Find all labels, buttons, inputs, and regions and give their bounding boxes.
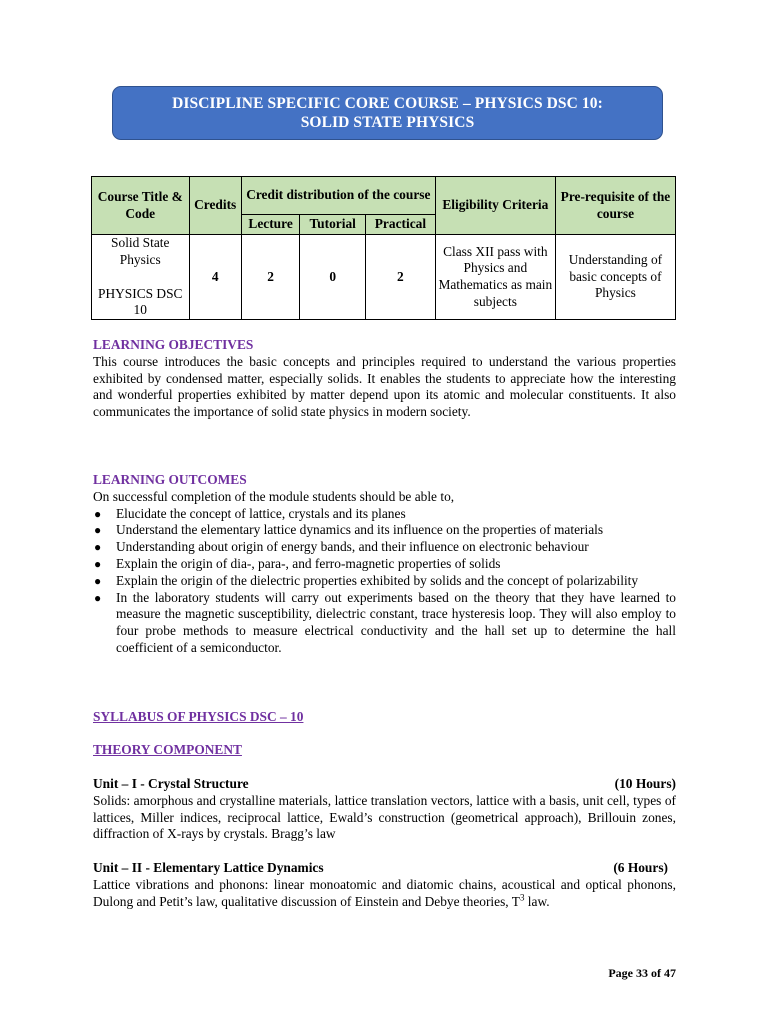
table-header-row <box>92 177 676 215</box>
header-practical: Practical <box>366 215 436 235</box>
page-number: Page 33 of 47 <box>608 966 676 980</box>
list-item: ● Explain the origin of the dielectric properties exhibited by solids and the concept of polarizability <box>94 572 639 588</box>
unit-2 <box>93 860 676 910</box>
list-item: ● Explain the origin of dia-, para-, and ferro-magnetic properties of solids <box>94 555 501 571</box>
header-prerequisite: Pre-requisite of the course <box>555 177 675 235</box>
unit-2-header <box>93 860 676 877</box>
unit-1-hours: (10 Hours) <box>614 776 676 791</box>
unit-1-title: Unit – I - Crystal Structure <box>93 776 249 791</box>
syllabus-heading: SYLLABUS OF PHYSICS DSC – 10 <box>93 709 304 724</box>
unit-1-text: Solids: amorphous and crystalline materials, lattice translation vectors, lattice with a basis, unit cell, types of lattices, Miller indices, reciprocal lattice, Ewald’s construction (geometrical approach), Brillouin zones, diffraction of X-rays by crystals. Bragg’s law <box>93 792 676 842</box>
cell-credits: 4 <box>189 235 241 320</box>
header-course-title: Course Title & Code <box>92 177 190 235</box>
course-code: PHYSICS DSC 10 <box>98 285 183 318</box>
header-eligibility: Eligibility Criteria <box>435 177 555 235</box>
course-title-banner <box>112 86 663 140</box>
table-row <box>92 235 676 320</box>
cell-prerequisite: Understanding of basic concepts of Physics <box>555 235 675 320</box>
outcomes-list <box>93 506 676 657</box>
outcomes-intro: On successful completion of the module students should be able to, <box>93 488 455 504</box>
credit-distribution-table <box>91 176 676 320</box>
header-credits: Credits <box>189 177 241 235</box>
banner-line-1: DISCIPLINE SPECIFIC CORE COURSE – PHYSICS DSC 10: <box>172 95 603 112</box>
cell-lecture: 2 <box>241 235 300 320</box>
syllabus-section <box>93 709 676 759</box>
cell-tutorial: 0 <box>300 235 366 320</box>
unit-1-header <box>93 776 676 793</box>
bullet-icon: ● <box>94 556 102 571</box>
unit-2-title: Unit – II - Elementary Lattice Dynamics <box>93 860 324 875</box>
cell-eligibility: Class XII pass with Physics and Mathematics as main subjects <box>435 235 555 320</box>
objectives-text: This course introduces the basic concepts and principles required to understand the various properties exhibited by condensed matter, especially solids. It enables the students to appreciate how the interesting and wonderful properties exhibited by matter depend upon its atomic and molecular constituents. It also communicates the importance of solid state physics in modern society. <box>93 353 676 420</box>
bullet-icon: ● <box>94 523 102 538</box>
objectives-heading: LEARNING OBJECTIVES <box>93 337 254 352</box>
cell-practical: 2 <box>366 235 436 320</box>
list-item: ● In the laboratory students will carry out experiments based on the theory that they have learned to measure the magnetic susceptibility, dielectric constant, trace hysteresis loop. They will also employ to four probe methods to measure electrical conductivity and the hall set up to determine the hall coefficient of a semiconductor. <box>94 589 676 655</box>
list-item: ● Understand the elementary lattice dynamics and its influence on the properties of materials <box>94 522 604 538</box>
bullet-icon: ● <box>94 590 102 605</box>
unit-1 <box>93 776 676 843</box>
banner-line-2: SOLID STATE PHYSICS <box>300 114 475 131</box>
outcomes-heading: LEARNING OUTCOMES <box>93 472 247 487</box>
bullet-icon: ● <box>94 540 102 555</box>
unit-2-text: Lattice vibrations and phonons: linear monoatomic and diatomic chains, acoustical and optical phonons, Dulong and Petit’s law, qualitative discussion of Einstein and Debye theories, $T^3$ law. <box>93 876 676 909</box>
bullet-icon: ● <box>94 506 102 521</box>
theory-component-heading: THEORY COMPONENT <box>93 741 242 757</box>
header-credit-distribution: Credit distribution of the course <box>241 177 435 215</box>
list-item: ● Elucidate the concept of lattice, crystals and its planes <box>94 505 406 521</box>
header-tutorial: Tutorial <box>300 215 366 235</box>
cell-course-title-code <box>92 235 190 320</box>
list-item: ● Understanding about origin of energy bands, and their influence on electronic behaviour <box>94 539 589 555</box>
unit-2-hours: (6 Hours) <box>613 860 668 875</box>
learning-outcomes-section <box>93 472 676 657</box>
header-lecture: Lecture <box>241 215 300 235</box>
course-title: Solid State Physics <box>111 235 170 267</box>
learning-objectives-section <box>93 337 676 421</box>
bullet-icon: ● <box>94 573 102 588</box>
